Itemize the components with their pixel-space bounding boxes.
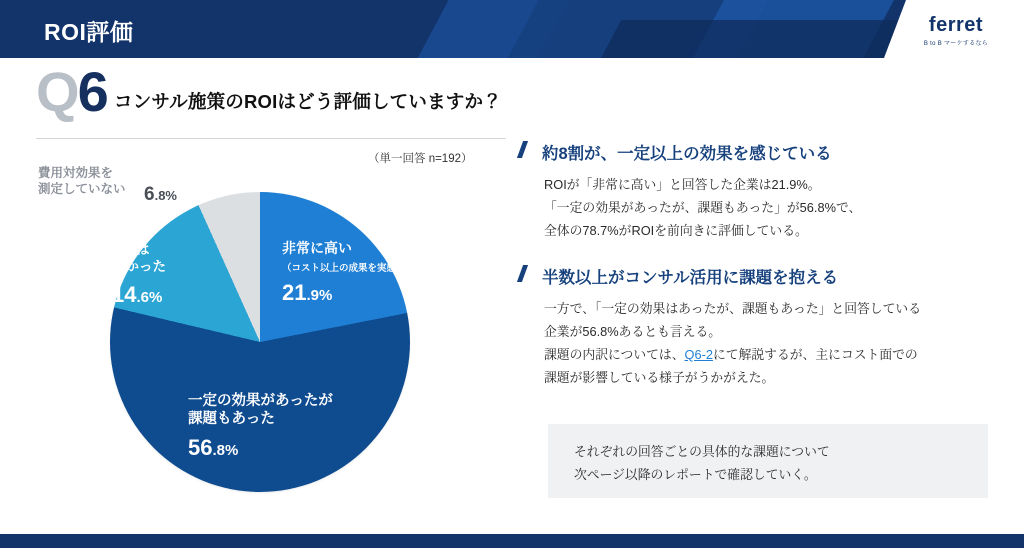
pie-value-some-effect-dec: .8% <box>212 442 239 460</box>
brand-logo <box>906 15 1006 47</box>
chart-sample-note: （単一回答 n=192） <box>368 153 473 165</box>
pie-value-some-effect <box>188 437 333 459</box>
insights-column <box>518 140 988 483</box>
insight-2-line-3 <box>544 344 988 367</box>
question-divider <box>36 138 506 139</box>
pie-label-very-high <box>282 240 406 304</box>
insight-2 <box>518 264 988 389</box>
callout-text <box>548 424 988 486</box>
page-title: ROI評価 <box>44 19 134 45</box>
pie-value-not-measured <box>144 184 177 206</box>
insight-1-heading-text: 約8割が、一定以上の効果を感じている <box>542 145 832 163</box>
insight-2-heading <box>518 264 988 288</box>
pie-value-not-measured-int: 6 <box>144 184 155 205</box>
question-letter: Q <box>36 60 78 123</box>
pie-chart <box>38 166 480 520</box>
slide-footer <box>0 534 1024 548</box>
header-decoration-4 <box>579 20 922 58</box>
pie-value-very-high-int: 21 <box>282 279 307 305</box>
question-text: コンサル施策のROIはどう評価していますか？ <box>114 91 502 112</box>
q6-2-link[interactable]: Q6-2 <box>684 346 713 362</box>
insight-2-line-1: 一方で、「一定の効果はあったが、課題もあった」と回答している <box>544 301 921 317</box>
insight-1-body <box>518 174 988 242</box>
pie-label-low-roi-line1: ROIは <box>112 242 150 257</box>
slash-icon <box>517 265 528 282</box>
pie-label-not-measured-line2: 測定していない <box>38 181 126 196</box>
insight-2-line-2: 企業が56.8%あるとも言える。 <box>544 324 722 340</box>
question-number <box>36 60 107 123</box>
insight-2-body <box>518 298 988 389</box>
pie-value-low-roi <box>112 281 166 307</box>
pie-label-not-measured-line1: 費用対効果を <box>38 166 114 180</box>
insight-2-heading-text: 半数以上がコンサル活用に課題を抱える <box>542 269 839 288</box>
question-block <box>36 60 506 128</box>
callout-line-2: 次ページ以降のレポートで確認していく。 <box>574 467 817 483</box>
insight-1-heading <box>518 140 988 164</box>
insight-1-line-3: 全体の78.7%がROIを前向きに評価している。 <box>544 222 808 238</box>
pie-label-some-effect-line2: 課題もあった <box>188 411 275 428</box>
callout-line-1: それぞれの回答ごとの具体的な課題について <box>574 444 830 459</box>
pie-value-very-high <box>282 279 406 305</box>
insight-2-link-suffix: にて解説するが、主にコスト面での <box>712 346 918 362</box>
slash-icon <box>517 141 528 158</box>
logo-tagline: B to B マーケするなら <box>923 41 989 47</box>
pie-value-low-roi-dec: .6% <box>136 288 163 306</box>
insight-2-line-4: 課題が影響している様子がうかがえた。 <box>544 369 775 385</box>
insight-1-line-1: ROIが「非常に高い」と回答した企業は21.9%。 <box>544 177 821 192</box>
pie-label-very-high-sub: （コスト以上の成果を実感） <box>282 262 406 274</box>
insight-1-line-2: 「一定の効果があったが、課題もあった」が56.8%で、 <box>544 199 862 215</box>
pie-value-low-roi-int: 14 <box>112 281 137 307</box>
question-index: 6 <box>77 60 107 123</box>
logo-wordmark: ferret <box>928 14 984 36</box>
pie-value-not-measured-dec: .8% <box>154 188 177 203</box>
pie-value-some-effect-int: 56 <box>188 435 213 461</box>
pie-value-very-high-dec: .9% <box>306 286 333 304</box>
pie-label-not-measured <box>38 166 177 205</box>
callout-box <box>548 424 988 498</box>
insight-2-link-prefix: 課題の内訳については、 <box>544 346 685 362</box>
pie-label-some-effect <box>188 392 333 459</box>
pie-label-very-high-name: 非常に高い <box>282 240 352 256</box>
slide-header <box>0 0 1024 58</box>
pie-label-some-effect-line1: 一定の効果があったが <box>188 393 333 409</box>
pie-label-low-roi-line2: 低かった <box>112 258 166 274</box>
pie-label-low-roi <box>112 242 166 306</box>
insight-1 <box>518 140 988 242</box>
